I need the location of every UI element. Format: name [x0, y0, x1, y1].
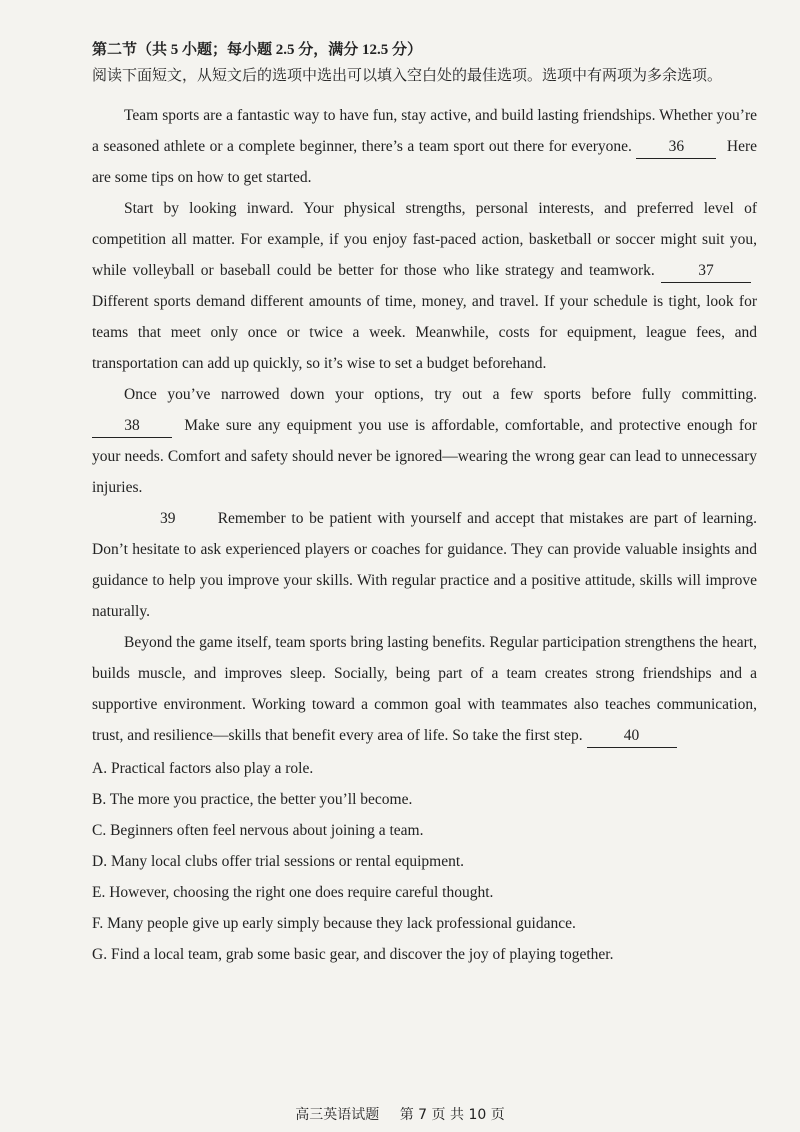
paragraph-text: Team sports are a fantastic way to have fun, stay active, and build lasting friendships. Whether you’re a seasoned athlete or a complete beginner, there’s a team sport out there for everyone. — [92, 107, 757, 155]
exam-page — [92, 38, 757, 970]
instructions: 阅读下面短文，从短文后的选项中选出可以填入空白处的最佳选项。选项中有两项为多余选项。 — [92, 68, 723, 84]
blank-37: 37 — [661, 260, 751, 283]
option-c: C. Beginners often feel nervous about joining a team. — [92, 822, 424, 839]
paragraph-text: Remember to be patient with yourself and accept that mistakes are part of learning. Don’t hesitate to ask experienced players or coaches for guidance. They can provide valuable insights and guidance to help you improve your skills. With regular practice and a positive attitude, skills will improve naturally. — [92, 510, 757, 620]
option-a: A. Practical factors also play a role. — [92, 760, 314, 777]
paragraph-text: Make sure any equipment you use is affordable, comfortable, and protective enough for your needs. Comfort and safety should never be ignored—wearing the wrong gear can lead to unnecessary injuries. — [92, 417, 757, 496]
blank-40: 40 — [587, 725, 677, 748]
paragraph-3 — [92, 379, 757, 503]
paragraph-text: Once you’ve narrowed down your options, try out a few sports before fully committing. — [124, 386, 757, 403]
paragraph-2 — [92, 193, 757, 379]
paragraph-5 — [92, 627, 757, 751]
page-footer — [0, 1104, 800, 1124]
blank-38: 38 — [92, 415, 172, 438]
footer-title: 高三英语试题 — [295, 1107, 380, 1123]
paragraph-text: Here are some tips on how to get started. — [92, 138, 757, 186]
options-list — [92, 753, 757, 970]
paragraph-text: Different sports demand different amounts of time, money, and travel. If your schedule is tight, look for teams that meet only once or twice a week. Meanwhile, costs for equipment, league fees, and transportation can add up quickly, so it’s wise to set a budget beforehand. — [92, 293, 757, 372]
paragraph-text: Start by looking inward. Your physical strengths, personal interests, and preferred level of competition all matter. For example, if you enjoy fast-paced action, basketball or soccer might suit you, while volleyball or baseball could be better for those who like strategy and teamwork. — [92, 200, 757, 279]
option-f: F. Many people give up early simply because they lack professional guidance. — [92, 915, 576, 932]
paragraph-text: Beyond the game itself, team sports bring lasting benefits. Regular participation strengthens the heart, builds muscle, and improves sleep. Socially, being part of a team creates strong friendships and a supportive environment. Working toward a common goal with teammates also teaches communication, trust, and resilience—skills that benefit every area of life. So take the first step. — [92, 634, 757, 744]
option-d: D. Many local clubs offer trial sessions or rental equipment. — [92, 853, 465, 870]
option-b: B. The more you practice, the better you’ll become. — [92, 791, 413, 808]
option-g: G. Find a local team, grab some basic gear, and discover the joy of playing together. — [92, 946, 614, 963]
blank-39: 39 — [160, 510, 176, 527]
page-number: 第 7 页 共 10 页 — [399, 1107, 505, 1123]
section-title: 第二节（共 5 小题；每小题 2.5 分，满分 12.5 分） — [92, 42, 423, 58]
option-e: E. However, choosing the right one does require careful thought. — [92, 884, 494, 901]
paragraph-1 — [92, 100, 757, 193]
blank-36: 36 — [636, 136, 716, 159]
paragraph-4 — [92, 503, 757, 627]
